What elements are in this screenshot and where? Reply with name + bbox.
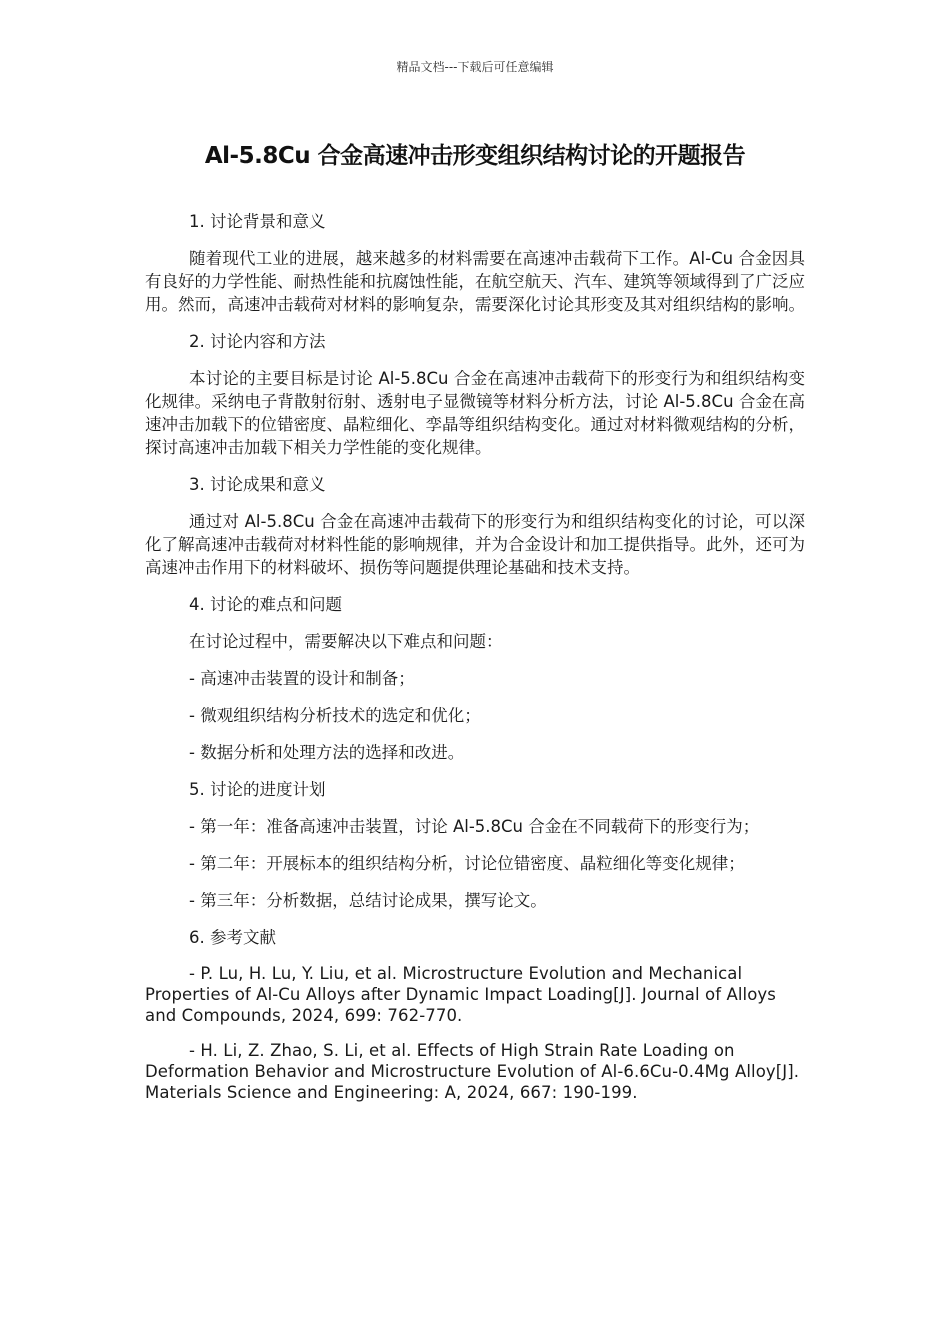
section-references (145, 926, 805, 1103)
section-schedule (145, 778, 805, 912)
header-note: 精品文档---下载后可任意编辑 (396, 60, 554, 74)
section-heading: 5. 讨论的进度计划 (189, 780, 326, 799)
list-item: - 高速冲击装置的设计和制备； (189, 669, 415, 688)
section-content-method (145, 330, 805, 459)
section-heading: 2. 讨论内容和方法 (189, 332, 326, 351)
section-heading: 6. 参考文献 (189, 928, 276, 947)
section-intro: 在讨论过程中，需要解决以下难点和问题： (189, 632, 503, 651)
list-item: - 第一年：准备高速冲击装置，讨论 Al-5.8Cu 合金在不同载荷下的形变行为； (189, 817, 760, 836)
section-heading: 4. 讨论的难点和问题 (189, 595, 342, 614)
list-item: - 第二年：开展标本的组织结构分析，讨论位错密度、晶粒细化等变化规律； (189, 854, 745, 873)
list-item: - 微观组织结构分析技术的选定和优化； (189, 706, 481, 725)
list-item: - 第三年：分析数据，总结讨论成果，撰写论文。 (189, 891, 547, 910)
reference-entry: - P. Lu, H. Lu, Y. Liu, et al. Microstructure Evolution and Mechanical Properties of Al-Cu Alloys after Dynamic Impact Loading[J]. Journal of Alloys and Compounds, 2024, 699: 762-770. (145, 964, 776, 1025)
section-paragraph: 通过对 Al-5.8Cu 合金在高速冲击载荷下的形变行为和组织结构变化的讨论，可以深化了解高速冲击载荷对材料性能的影响规律，并为合金设计和加工提供指导。此外，还可为高速冲击作用下的材料破坏、损伤等问题提供理论基础和技术支持。 (145, 512, 805, 577)
section-results (145, 473, 805, 579)
section-paragraph: 本讨论的主要目标是讨论 Al-5.8Cu 合金在高速冲击载荷下的形变行为和组织结构变化规律。采纳电子背散射衍射、透射电子显微镜等材料分析方法，讨论 Al-5.8Cu 合金在高速冲击加载下的位错密度、晶粒细化、孪晶等组织结构变化。通过对材料微观结构的分析，探讨高速冲击加载下相关力学性能的变化规律。 (145, 369, 805, 457)
section-background (145, 210, 805, 316)
document-body (145, 210, 805, 1117)
section-difficulties (145, 593, 805, 764)
document-title: Al-5.8Cu 合金高速冲击形变组织结构讨论的开题报告 (204, 143, 746, 169)
section-paragraph: 随着现代工业的进展，越来越多的材料需要在高速冲击载荷下工作。Al-Cu 合金因具有良好的力学性能、耐热性能和抗腐蚀性能，在航空航天、汽车、建筑等领域得到了广泛应用。然而，高速冲击载荷对材料的影响复杂，需要深化讨论其形变及其对组织结构的影响。 (145, 249, 805, 314)
section-heading: 3. 讨论成果和意义 (189, 475, 326, 494)
list-item: - 数据分析和处理方法的选择和改进。 (189, 743, 465, 762)
section-heading: 1. 讨论背景和意义 (189, 212, 326, 231)
reference-entry: - H. Li, Z. Zhao, S. Li, et al. Effects of High Strain Rate Loading on Deformation Behavior and Microstructure Evolution of Al-6.6Cu-0.4Mg Alloy[J]. Materials Science and Engineering: A, 2024, 667: 190-199. (145, 1041, 800, 1102)
